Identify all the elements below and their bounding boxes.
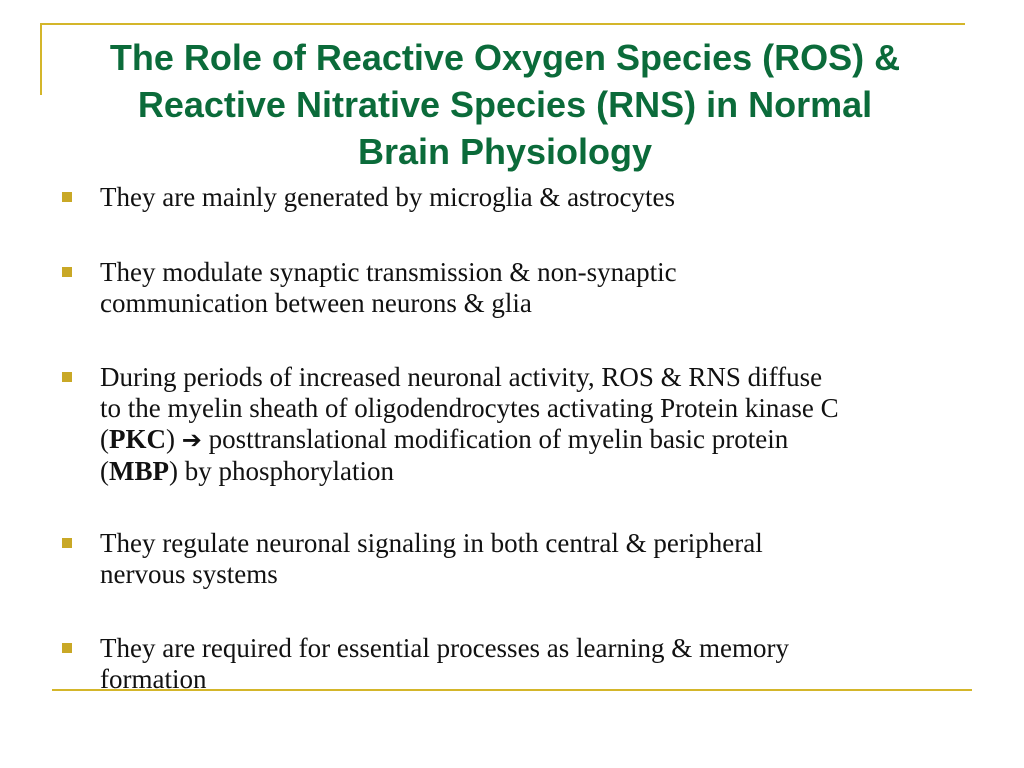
- pkc-abbreviation: PKC: [109, 424, 166, 454]
- bullet-text: [100, 633, 960, 695]
- slide-title-line-1: The Role of Reactive Oxygen Species (ROS) &: [109, 37, 901, 78]
- square-bullet-icon: [62, 267, 72, 277]
- bullet-line: During periods of increased neuronal activity, ROS & RNS diffuse: [100, 362, 823, 392]
- bullet-line: They are required for essential processes as learning & memory: [100, 633, 789, 663]
- square-bullet-icon: [62, 192, 72, 202]
- bullet-text: [100, 362, 960, 487]
- square-bullet-icon: [62, 643, 72, 653]
- bullet-text: [100, 257, 960, 319]
- slide-title-line-2: Reactive Nitrative Species (RNS) in Normal: [137, 84, 873, 125]
- paren-open: (: [100, 456, 109, 486]
- square-bullet-icon: [62, 372, 72, 382]
- bullet-line: They are mainly generated by microglia & astrocytes: [100, 182, 676, 212]
- mbp-abbreviation: MBP: [109, 456, 169, 486]
- square-bullet-icon: [62, 538, 72, 548]
- slide-title-line-3: Brain Physiology: [357, 131, 653, 172]
- right-arrow-icon: ➔: [181, 426, 202, 454]
- bullet-line: ) by phosphorylation: [169, 456, 394, 486]
- bullet-text: [100, 182, 960, 213]
- bullet-line: formation: [100, 664, 207, 694]
- paren-close: ): [166, 424, 175, 454]
- bullet-text: [100, 528, 960, 590]
- bullet-line: They regulate neuronal signaling in both central & peripheral: [100, 528, 763, 558]
- bullet-line: posttranslational modification of myelin basic protein: [208, 424, 789, 454]
- bullet-line: to the myelin sheath of oligodendrocytes activating Protein kinase C: [100, 393, 839, 423]
- bullet-line: They modulate synaptic transmission & non-synaptic: [100, 257, 677, 287]
- paren-open: (: [100, 424, 109, 454]
- bullet-line: communication between neurons & glia: [100, 288, 532, 318]
- bullet-line: nervous systems: [100, 559, 278, 589]
